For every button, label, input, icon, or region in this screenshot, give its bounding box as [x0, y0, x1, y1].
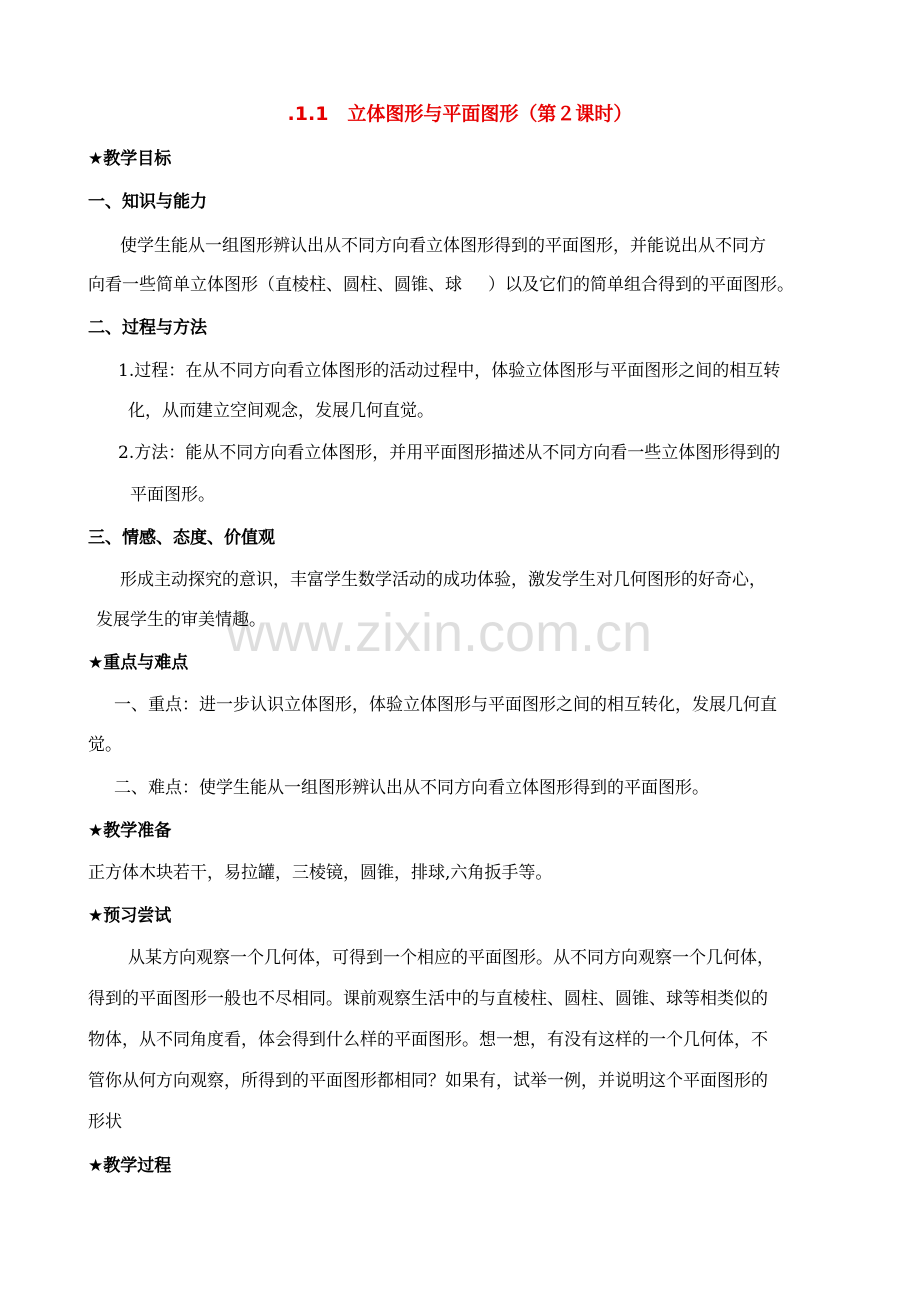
paragraph-line: 化，从而建立空间观念，发展几何直觉。 [128, 401, 434, 421]
text-fragment: 向看一些简单立体图形（直棱柱、圆柱、圆锥、球 [88, 275, 462, 295]
paragraph-line: 正方体木块若干，易拉罐，三棱镜，圆锥，排球,六角扳手等。 [88, 863, 553, 883]
paragraph-line: 管你从何方向观察，所得到的平面图形都相同？如果有，试举一例，并说明这个平面图形的 [88, 1071, 768, 1091]
page-title: .1.1 立体图形与平面图形（第２课时） [287, 103, 633, 125]
paragraph-line: 得到的平面图形一般也不尽相同。课前观察生活中的与直棱柱、圆柱、圆锥、球等相类似的 [88, 989, 768, 1009]
heading-teaching-goals: ★教学目标 [88, 149, 172, 169]
paragraph-line: 使学生能从一组图形辨认出从不同方向看立体图形得到的平面图形，并能说出从不同方 [120, 236, 766, 256]
paragraph-line: 一、重点：进一步认识立体图形，体验立体图形与平面图形之间的相互转化，发展几何直 [114, 695, 777, 715]
watermark: www.zixin.com.cn [226, 603, 653, 663]
heading-preparation: ★教学准备 [88, 821, 172, 841]
heading-process-method: 二、过程与方法 [88, 318, 207, 338]
paragraph-line: 2.方法：能从不同方向看立体图形，并用平面图形描述从不同方向看一些立体图形得到的 [118, 443, 781, 463]
paragraph-line: 觉。 [88, 735, 122, 755]
paragraph-line: 物体，从不同角度看，体会得到什么样的平面图形。想一想，有没有这样的一个几何体，不 [88, 1030, 768, 1050]
paragraph-line: 二、难点：使学生能从一组图形辨认出从不同方向看立体图形得到的平面图形。 [114, 778, 709, 798]
paragraph-line: 发展学生的审美情趣。 [96, 610, 266, 630]
text-fragment: ）以及它们的简单组合得到的平面图形。 [488, 275, 794, 295]
paragraph-line: 1.过程：在从不同方向看立体图形的活动过程中，体验立体图形与平面图形之间的相互转 [118, 361, 781, 381]
paragraph-line: 从某方向观察一个几何体，可得到一个相应的平面图形。从不同方向观察一个几何体， [128, 948, 774, 968]
paragraph-line: 平面图形。 [130, 485, 215, 505]
paragraph-line: 形状 [88, 1112, 122, 1132]
paragraph-line [88, 274, 794, 296]
heading-emotion-values: 三、情感、态度、价值观 [88, 528, 275, 548]
heading-teaching-process: ★教学过程 [88, 1156, 172, 1176]
heading-preview: ★预习尝试 [88, 906, 172, 926]
paragraph-line: 形成主动探究的意识，丰富学生数学活动的成功体验，激发学生对几何图形的好奇心， [120, 570, 766, 590]
heading-key-difficult: ★重点与难点 [88, 653, 189, 673]
heading-knowledge-ability: 一、知识与能力 [88, 192, 207, 212]
